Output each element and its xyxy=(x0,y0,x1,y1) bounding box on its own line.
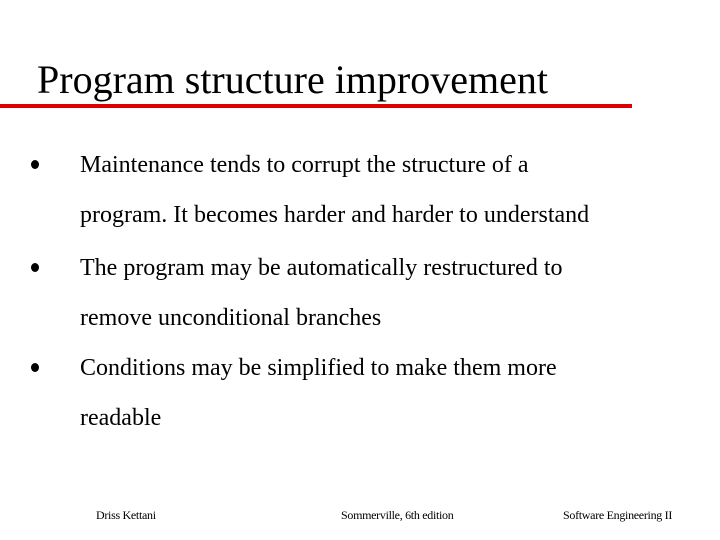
bullet-text xyxy=(80,243,700,343)
bullet-line: readable xyxy=(80,405,162,431)
footer-source: Sommerville, 6th edition xyxy=(341,508,454,522)
footer-course: Software Engineering II xyxy=(563,508,673,522)
bullet-line: The program may be automatically restructured to xyxy=(80,255,563,281)
bullet-line: remove unconditional branches xyxy=(80,305,382,331)
bullet-dot-icon xyxy=(31,160,39,169)
bullet-line: Conditions may be simplified to make them more xyxy=(80,355,557,381)
footer-author: Driss Kettani xyxy=(96,508,156,522)
bullet-dot-icon xyxy=(31,363,39,372)
bullet-text xyxy=(80,343,700,443)
slide-title: Program structure improvement xyxy=(37,57,548,102)
bullet-line: Maintenance tends to corrupt the structure of a xyxy=(80,152,529,178)
bullet-dot-icon xyxy=(31,263,39,272)
bullet-text xyxy=(80,140,700,240)
bullet-line: program. It becomes harder and harder to understand xyxy=(80,202,590,228)
